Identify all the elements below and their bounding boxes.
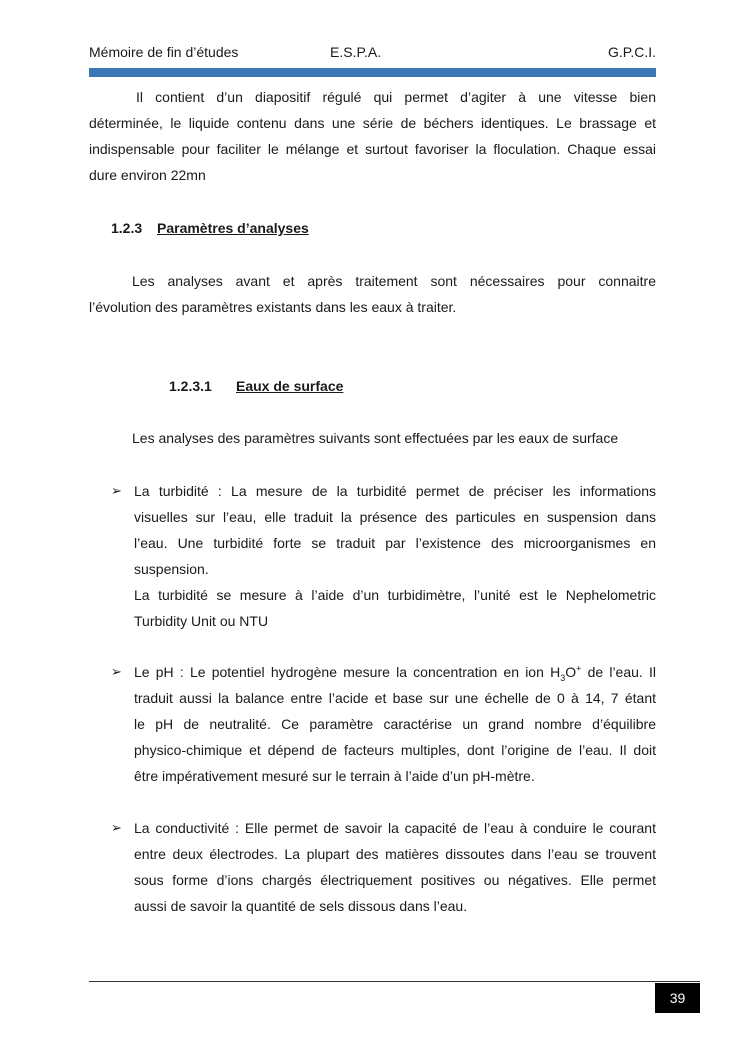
page-header [89, 44, 656, 64]
section-title: Eaux de surface [236, 378, 344, 394]
section-title: Paramètres d’analyses [157, 220, 309, 236]
header-right: G.P.C.I. [608, 44, 656, 60]
section-number: 1.2.3.1 [169, 378, 212, 394]
text-line: Les analyses avant et après traitement sont nécessaires pour connaitre [132, 273, 656, 289]
ph-text-end: de l’eau. Il [581, 664, 657, 680]
ph-text-mid: O [565, 664, 577, 680]
text-line: être impérativement mesuré sur le terrain à l’aide d’un pH-mètre. [134, 768, 535, 784]
text-line: déterminée, le liquide contenu dans une série de béchers identiques. Le brassage et [89, 115, 656, 131]
text-line: physico-chimique et dépend de facteurs multiples, dont l’origine de l’eau. Il doit [134, 742, 656, 758]
text-line: aussi de savoir la quantité de sels dissous dans l’eau. [134, 898, 468, 914]
text-line: La turbidité se mesure à l’aide d’un turbidimètre, l’unité est le Nephelometric [134, 587, 656, 603]
ph-subscript: 3 [560, 672, 566, 683]
bullet-arrow-icon: ➢ [111, 664, 122, 679]
text-line: La conductivité : Elle permet de savoir la capacité de l’eau à conduire le courant [134, 820, 656, 836]
section-heading-1-2-3 [111, 220, 309, 236]
section-heading-1-2-3-1 [169, 378, 343, 394]
bullet-arrow-icon: ➢ [111, 483, 122, 498]
text-line: traduit aussi la balance entre l’acide et base sur une échelle de 0 à 14, 7 étant [134, 690, 656, 706]
text-line: sous forme d’ions chargés électriquement positives ou négatives. Elle permet [134, 872, 656, 888]
text-line: entre deux électrodes. La plupart des matières dissoutes dans l’eau se trouvent [134, 846, 656, 862]
text-line: Turbidity Unit ou NTU [134, 613, 269, 629]
text-line: La turbidité : La mesure de la turbidité permet de préciser les informations [134, 483, 656, 499]
text-line: visuelles sur l’eau, elle traduit la présence des particules en suspension dans [134, 509, 656, 525]
paragraph-surface: Les analyses des paramètres suivants sont effectuées par les eaux de surface [132, 430, 619, 446]
text-line: l’évolution des paramètres existants dans les eaux à traiter. [89, 299, 457, 315]
header-rule [89, 68, 656, 77]
text-line: l’eau. Une turbidité forte se traduit par l’existence des microorganismes en [134, 535, 656, 551]
header-left: Mémoire de fin d’études [89, 44, 239, 60]
section-number: 1.2.3 [111, 220, 143, 236]
text-line: suspension. [134, 561, 209, 577]
text-line: le pH de neutralité. Ce paramètre caractérise un grand nombre d’équilibre [134, 716, 656, 732]
text-line [134, 659, 656, 685]
bullet-arrow-icon: ➢ [111, 820, 122, 835]
text-line: dure environ 22mn [89, 167, 206, 183]
text-line: Il contient d’un diapositif régulé qui permet d’agiter à une vitesse bien [136, 89, 656, 105]
page-number: 39 [655, 983, 700, 1013]
text-line: indispensable pour faciliter le mélange et surtout favoriser la floculation. Chaque essai [89, 141, 656, 157]
ph-text-start: Le pH : Le potentiel hydrogène mesure la concentration en ion H [134, 664, 561, 680]
ph-superscript: + [576, 663, 582, 674]
footer-rule [89, 981, 700, 982]
header-center: E.S.P.A. [330, 44, 382, 60]
